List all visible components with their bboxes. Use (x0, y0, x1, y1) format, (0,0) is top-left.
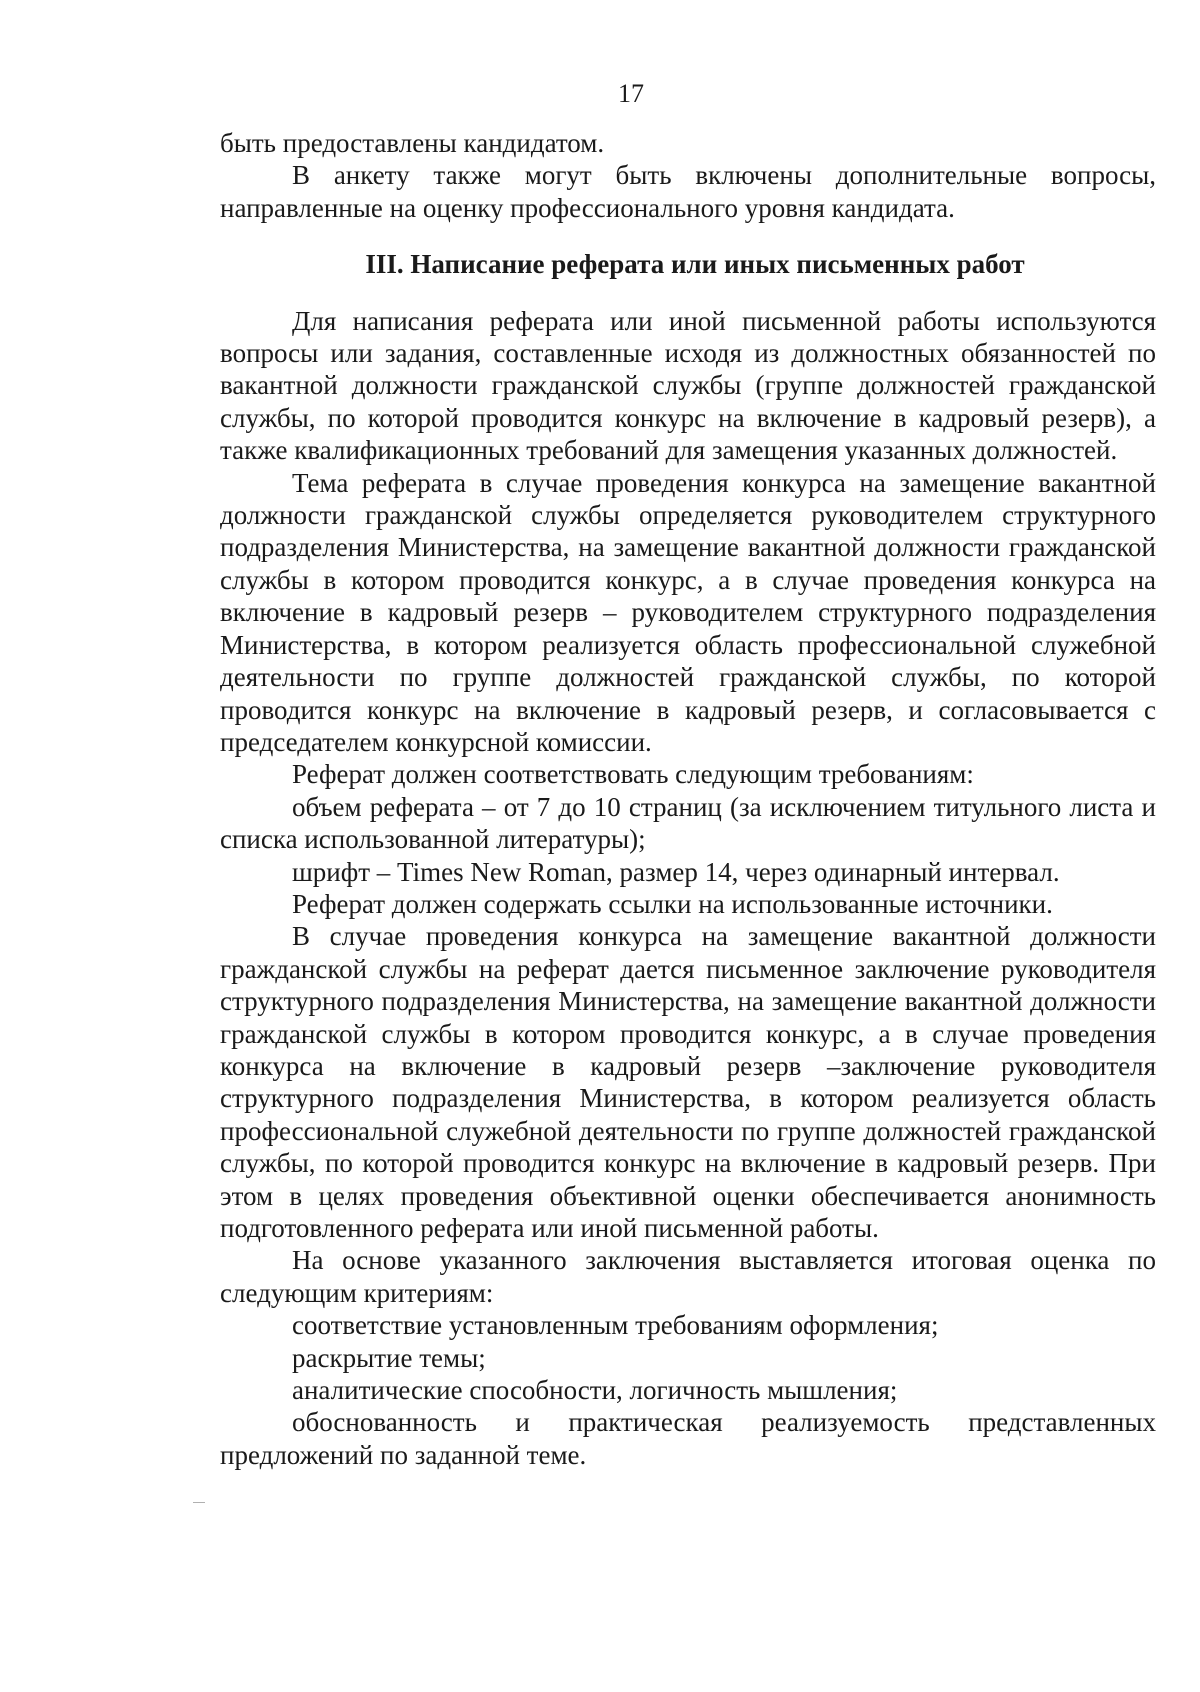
scan-artifact (193, 1502, 205, 1503)
document-body (220, 127, 1156, 1471)
paragraph: В случае проведения конкурса на замещение вакантной должности гражданской службы на реферат дается письменное заключение руководителя структурного подразделения Министерства, на замещение вакантной должности гражданской службы в котором проводится конкурс, а в случае проведения конкурса на включение в кадровый резерв –заключение руководителя структурного подразделения Министерства, в котором реализуется область профессиональной служебной деятельности по группе должностей гражданской службы, по которой проводится конкурс на включение в кадровый резерв. При этом в целях проведения объективной оценки обеспечивается анонимность подготовленного реферата или иной письменной работы. (220, 921, 1156, 1243)
paragraph-continuation: быть предоставлены кандидатом. (220, 128, 605, 158)
criteria-item: раскрытие темы; (292, 1342, 486, 1373)
requirement-item: объем реферата – от 7 до 10 страниц (за исключением титульного листа и списка использованной литературы); (220, 791, 1156, 855)
paragraph: Тема реферата в случае проведения конкурса на замещение вакантной должности гражданской службы определяется руководителем структурного подразделения Министерства, на замещение вакантной должности гражданской службы в котором проводится конкурс, а в случае проведения конкурса на включение в кадровый резерв – руководителем структурного подразделения Министерства, в котором реализуется область профессиональной служебной деятельности по группе должностей гражданской службы, по которой проводится конкурс на включение в кадровый резерв, и согласовывается с председателем конкурсной комиссии. (220, 467, 1156, 757)
criteria-item: соответствие установленным требованиям оформления; (292, 1310, 939, 1341)
criteria-item: аналитические способности, логичность мышления; (292, 1375, 898, 1406)
paragraph: В анкету также могут быть включены дополнительные вопросы, направленные на оценку профессионального уровня кандидата. (220, 160, 1156, 223)
paragraph: Реферат должен соответствовать следующим требованиям: (292, 759, 974, 790)
page-number: 17 (618, 79, 644, 108)
paragraph: На основе указанного заключения выставляется итоговая оценка по следующим критериям: (220, 1245, 1156, 1308)
paragraph: Реферат должен содержать ссылки на использованные источники. (292, 888, 1053, 919)
requirement-item: шрифт – Times New Roman, размер 14, через одинарный интервал. (292, 856, 1060, 887)
section-heading: III. Написание реферата или иных письменных работ (365, 249, 1025, 280)
paragraph: Для написания реферата или иной письменной работы используются вопросы или задания, составленные исходя из должностных обязанностей по вакантной должности гражданской службы (группе должностей гражданской службы, по которой проводится конкурс на включение в кадровый резерв), а также квалификационных требований для замещения указанных должностей. (220, 305, 1156, 466)
criteria-item: обоснованность и практическая реализуемость представленных предложений по заданной теме. (220, 1407, 1156, 1470)
